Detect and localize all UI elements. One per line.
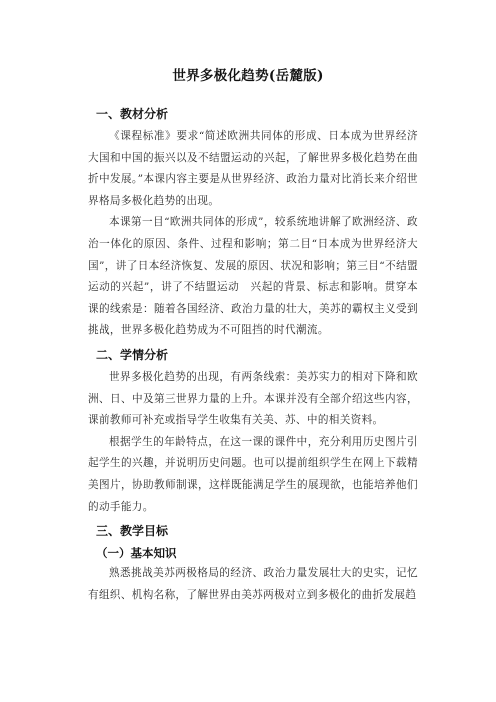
paragraph: 根据学生的年龄特点，在这一课的课件中，充分利用历史图片引起学生的兴趣，并说明历史问题。也可以提前组织学生在网上下载精美图片，协助教师制课，这样既能满足学生的展现欲，也能培养他们的动手能力。	[88, 435, 418, 513]
paragraph: 本课第一目“欧洲共同体的形成”，较系统地讲解了欧洲经济、政治一体化的原因、条件、过程和影响；第二目“日本成为世界经济大国”，讲了日本经济恢复、发展的原因、状况和影响；第三目“不结盟运动的兴起”，讲了不结盟运动 兴起的背景、标志和影响。贯穿本课的线索是：随着各国经济、政治力量的壮大，美苏的霸权主义受到挑战，世界多极化趋势成为不可阻挡的时代潮流。	[88, 216, 418, 337]
section-heading: 三、教学目标	[96, 524, 169, 539]
paragraph: 熟悉挑战美苏两极格局的经济、政治力量发展壮大的史实，记忆有组织、机构名称，了解世界由美苏两极对立到多极化的曲折发展趋	[88, 567, 418, 601]
section-textbook-analysis	[88, 102, 418, 342]
section-teaching-goals	[88, 519, 418, 606]
document-title: 世界多极化趋势(岳麓版)	[172, 68, 324, 84]
section-heading: 一、教材分析	[96, 107, 169, 121]
paragraph: 世界多极化趋势的出现，有两条线索：美苏实力的相对下降和欧洲、日、中及第三世界力量的上升。本课并没有全部介绍这些内容，课前教师可补充或指导学生收集有关美、苏、中的相关资料。	[88, 370, 418, 427]
section-heading: 二、学情分析	[96, 347, 169, 362]
section-learner-analysis	[88, 343, 418, 518]
subsection-heading: （一）基本知识	[96, 546, 177, 561]
document-body	[88, 102, 418, 606]
paragraph: 《课程标准》要求“简述欧洲共同体的形成、日本成为世界经济大国和中国的振兴以及不结盟运动的兴起，了解世界多极化趋势在曲折中发展。”本课内容主要是从世界经济、政治力量对比消长来介绍世界格局多极化趋势的出现。	[88, 130, 418, 207]
